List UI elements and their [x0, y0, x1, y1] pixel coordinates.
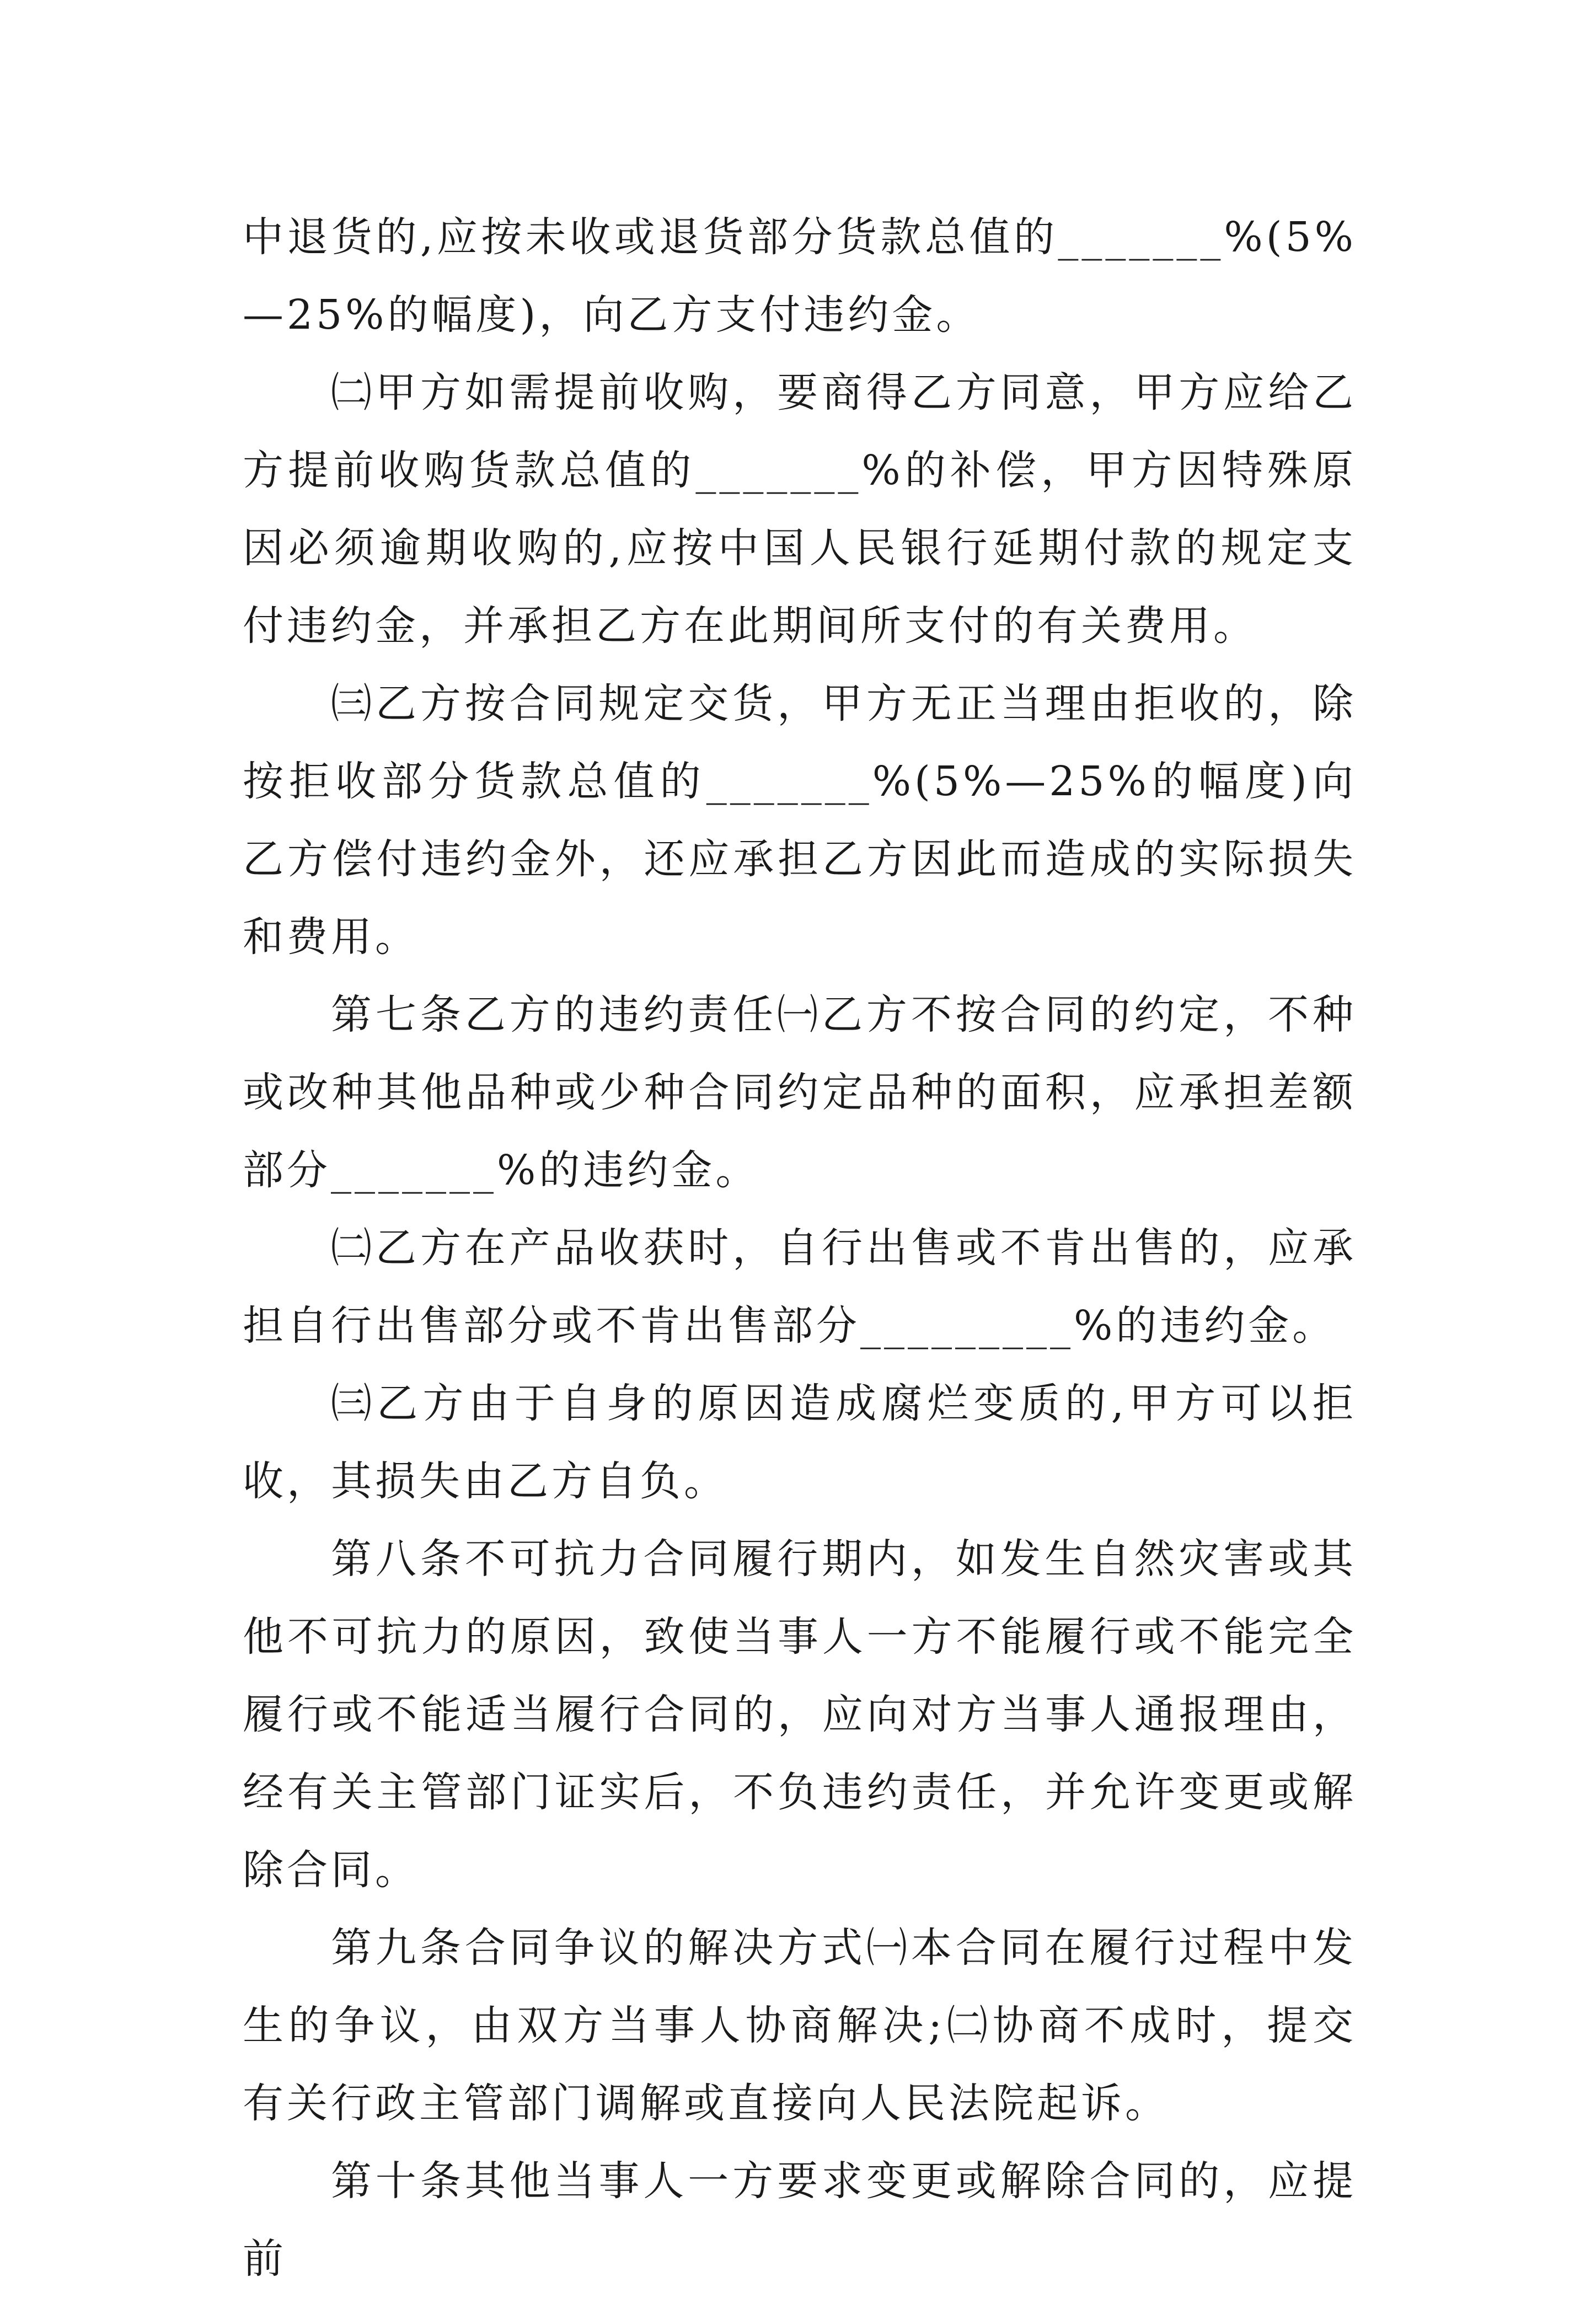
- paragraph-4: 第七条乙方的违约责任㈠乙方不按合同的约定，不种或改种其他品种或少种合同约定品种的面积，应承担差额部分_______%的违约金。: [243, 991, 1357, 1194]
- paragraph-6: ㈢乙方由于自身的原因造成腐烂变质的,甲方可以拒收，其损失由乙方自负。: [243, 1380, 1357, 1505]
- paragraph-2: ㈡甲方如需提前收购，要商得乙方同意，甲方应给乙方提前收购货款总值的_______%的补偿，甲方因特殊原因必须逾期收购的,应按中国人民银行延期付款的规定支付违约金，并承担乙方在此期间所支付的有关费用。: [243, 369, 1357, 650]
- document-body: [243, 199, 1357, 2298]
- paragraph-8: 第九条合同争议的解决方式㈠本合同在履行过程中发生的争议，由双方当事人协商解决;㈡协商不成时，提交有关行政主管部门调解或直接向人民法院起诉。: [243, 1924, 1357, 2127]
- paragraph-7: 第八条不可抗力合同履行期内，如发生自然灾害或其他不可抗力的原因，致使当事人一方不能履行或不能完全履行或不能适当履行合同的，应向对方当事人通报理由，经有关主管部门证实后，不负违约责任，并允许变更或解除合同。: [243, 1535, 1357, 1894]
- paragraph-9: 第十条其他当事人一方要求变更或解除合同的，应提前: [243, 2157, 1357, 2283]
- paragraph-3: ㈢乙方按合同规定交货，甲方无正当理由拒收的，除按拒收部分货款总值的_______%(5%—25%的幅度)向乙方偿付违约金外，还应承担乙方因此而造成的实际损失和费用。: [243, 680, 1357, 961]
- paragraph-1: 中退货的,应按未收或退货部分货款总值的_______%(5%—25%的幅度)，向乙方支付违约金。: [243, 213, 1357, 339]
- paragraph-5: ㈡乙方在产品收获时，自行出售或不肯出售的，应承担自行出售部分或不肯出售部分_________%的违约金。: [243, 1224, 1357, 1349]
